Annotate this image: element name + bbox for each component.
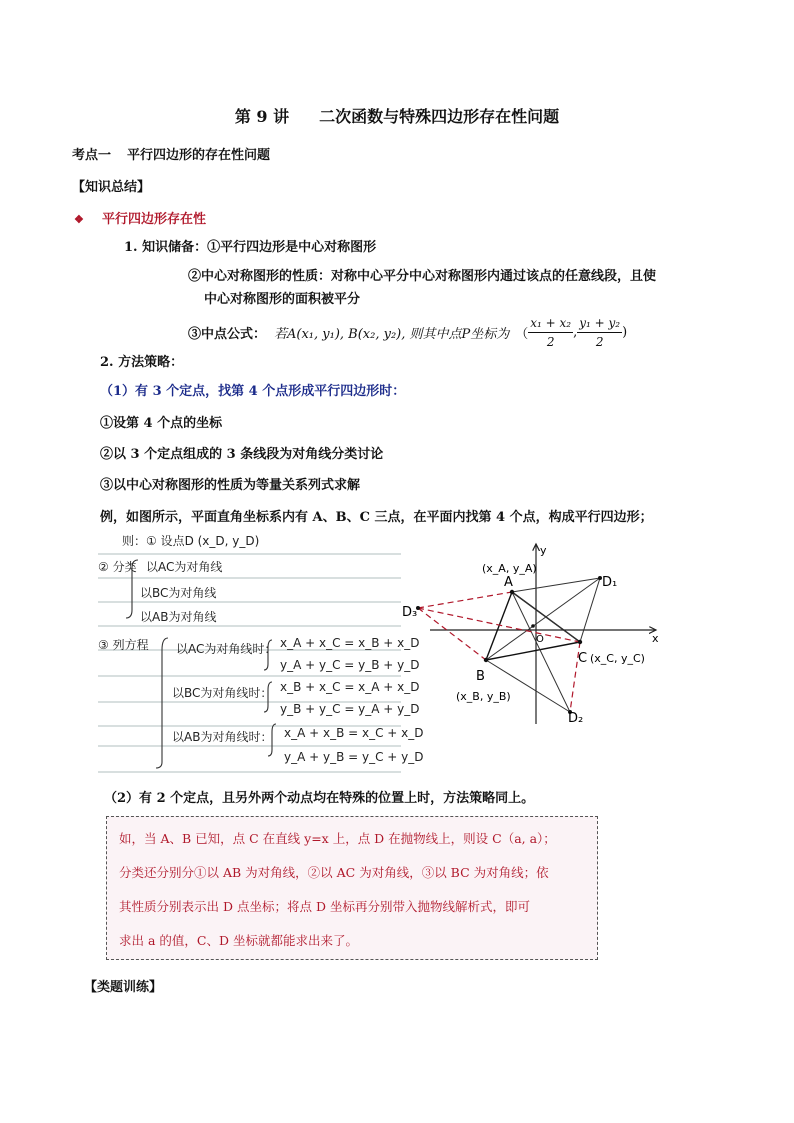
hw-liefang: ③ 列方程 (98, 638, 149, 652)
reserve-item2-line2: 中心对称图形的面积被平分 (204, 292, 361, 307)
label-origin: O (536, 634, 544, 645)
label-x-axis: x (652, 632, 659, 645)
midpoint-y-fraction: $\frac{\text{y₁ + y₂}}{2}$ (579, 315, 621, 349)
method-step1: ①设第 4 个点的坐标 (100, 416, 223, 431)
hw-eq3-y: y_A + y_B = y_C + y_D (284, 750, 424, 764)
hw-eq2-x: x_B + x_C = x_A + x_D (280, 680, 420, 694)
hw-case-ab: 以AB为对角线 (140, 610, 217, 624)
section-heading: ❖ 平行四边形存在性 (74, 212, 207, 227)
hw-eq1-label: 以AC为对角线时： (176, 642, 277, 656)
reserve-item2-line1: ②中心对称图形的性质：对称中心平分中心对称图形内通过该点的任意线段，且使 (188, 269, 657, 284)
method-step2: ②以 3 个定点组成的 3 条线段为对角线分类讨论 (100, 447, 384, 462)
hw-case-ac: 以AC为对角线 (146, 560, 223, 574)
example-text: 例，如图所示，平面直角坐标系内有 A、B、C 三点，在平面内找第 4 个点，构成平行四边形； (100, 510, 653, 525)
method-case1: （1）有 3 个定点，找第 4 个点形成平行四边形时： (100, 384, 406, 399)
label-C-coord: (x_C, y_C) (590, 652, 645, 665)
label-D1: D₁ (602, 575, 618, 590)
label-A: A (504, 575, 513, 590)
kaodian-heading: 考点一 平行四边形的存在性问题 (72, 148, 271, 163)
practice-header: 【类题训练】 (84, 980, 163, 995)
label-D2: D₂ (568, 711, 584, 726)
hw-case-bc: 以BC为对角线 (140, 586, 217, 600)
page-title: 第 9 讲 二次函数与特殊四边形存在性问题 (234, 107, 560, 126)
method-step3: ③以中心对称图形的性质为等量关系列式求解 (100, 478, 361, 493)
parallelogram-figure (400, 538, 670, 728)
label-y-axis: y (540, 544, 547, 557)
hw-eq1-x: x_A + x_C = x_B + x_D (280, 636, 420, 650)
midpoint-formula: ③中点公式： 若A(x₁, y₁), B(x₂, y₂), 则其中点P坐标为 （ $\frac{\text{x₁ + x₂}}{2}$ , $\frac{\text{y₁ + y₂}}{2}$ ) (188, 315, 628, 349)
box-line3: 其性质分别表示出 D 点坐标；将点 D 坐标再分别带入抛物线解析式，即可 (119, 899, 530, 914)
label-B: B (476, 669, 485, 684)
hw-eq1-y: y_A + y_C = y_B + y_D (280, 658, 420, 672)
method-label: 2. 方法策略： (100, 355, 184, 370)
hw-eq3-x: x_A + x_B = x_C + x_D (284, 726, 424, 740)
label-B-coord: (x_B, y_B) (456, 690, 511, 703)
hw-eq2-label: 以BC为对角线时： (172, 686, 273, 700)
label-C: C (578, 651, 588, 666)
reserve-line1: 1. 知识储备：①平行四边形是中心对称图形 (124, 240, 377, 255)
midpoint-x-fraction: $\frac{\text{x₁ + x₂}}{2}$ (530, 315, 572, 349)
diamond-bullet-icon: ❖ (74, 213, 84, 226)
label-D3: D₃ (402, 605, 418, 620)
label-A-coord: (x_A, y_A) (482, 562, 537, 575)
box-line2: 分类还分别分①以 AB 为对角线，②以 AC 为对角线，③以 BC 为对角线；依 (119, 865, 549, 880)
box-line4: 求出 a 的值，C、D 坐标就都能求出来了。 (119, 933, 358, 948)
hw-fenlei: ② 分类 (98, 560, 137, 574)
hw-step1: 则：① 设点D (x_D, y_D) (122, 534, 260, 548)
method-case2: （2）有 2 个定点，且另外两个动点均在特殊的位置上时，方法策略同上。 (104, 791, 535, 806)
hw-eq2-y: y_B + y_C = y_A + y_D (280, 702, 420, 716)
knowledge-header: 【知识总结】 (72, 180, 151, 195)
hw-eq3-label: 以AB为对角线时： (172, 730, 273, 744)
example-box (106, 816, 598, 960)
box-line1: 如，当 A、B 已知，点 C 在直线 y=x 上，点 D 在抛物线上，则设 C（a, a）； (119, 831, 556, 846)
